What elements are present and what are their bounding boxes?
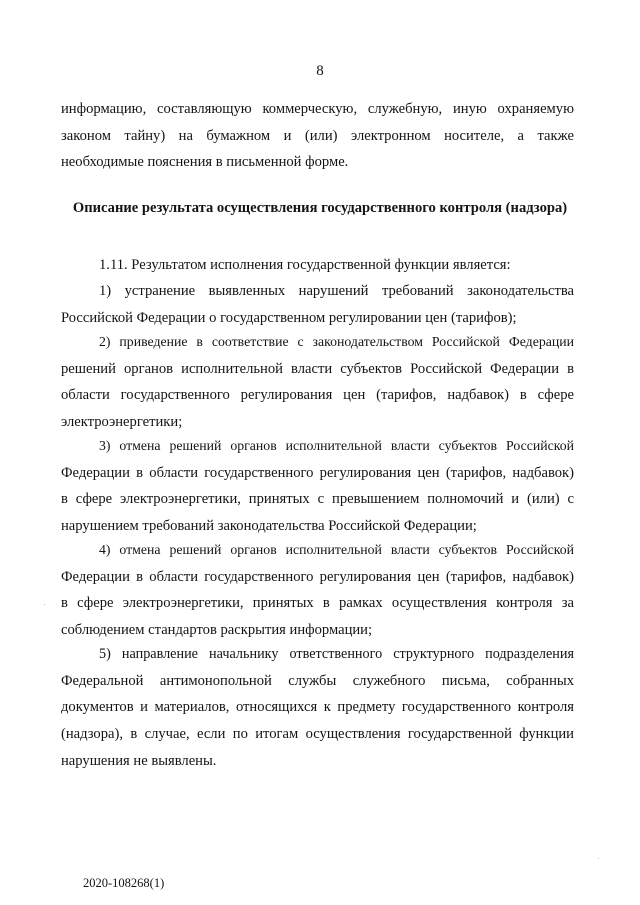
text-line: 1) устранение выявленных нарушений требований законодательства <box>99 283 574 299</box>
text-line: нарушения не выявлены. <box>61 752 217 769</box>
text-line: 3) отмена решений органов исполнительной власти субъектов Российской <box>99 438 574 453</box>
intro-paragraph <box>61 96 574 176</box>
text-line: в сфере электроэнергетики, принятых с превышением полномочий и (или) с <box>61 491 574 508</box>
clause-lead-paragraph <box>61 252 574 279</box>
text-line: 5) направление начальнику ответственного структурного подразделения <box>99 646 574 662</box>
text-line: информацию, составляющую коммерческую, служебную, иную охраняемую <box>61 101 574 117</box>
text-line: Федеральной антимонопольной службы служебного письма, собранных <box>61 672 574 689</box>
text-line: (надзора), в случае, если по итогам осуществления государственной функции <box>61 726 574 743</box>
text-line: документов и материалов, относящихся к предмету государственного контроля <box>61 699 574 716</box>
document-id: 2020-108268(1) <box>83 876 165 890</box>
list-item-5 <box>61 641 574 775</box>
list-item-4 <box>61 537 574 644</box>
section-heading: Описание результата осуществления государственного контроля (надзора) <box>72 200 568 216</box>
text-line: области государственного регулирования цен (тарифов, надбавок) в сфере <box>61 387 574 404</box>
text-line: необходимые пояснения в письменной форме. <box>61 154 349 171</box>
text-line: 4) отмена решений органов исполнительной власти субъектов Российской <box>99 542 574 557</box>
text-line: соблюдением стандартов раскрытия информации; <box>61 622 373 639</box>
text-line: в сфере электроэнергетики, принятых в рамках осуществления контроля за <box>61 595 574 612</box>
text-line: Федерации в области государственного регулирования цен (тарифов, надбавок) <box>61 464 574 481</box>
list-item-2 <box>61 329 574 436</box>
text-line: законом тайну) на бумажном и (или) электронном носителе, а также <box>61 127 574 144</box>
text-line: Федерации в области государственного регулирования цен (тарифов, надбавок) <box>61 568 574 585</box>
list-item-3 <box>61 433 574 540</box>
text-line: электроэнергетики; <box>61 414 183 431</box>
text-line: 2) приведение в соответствие с законодательством Российской Федерации <box>99 334 574 349</box>
clause-lead: 1.11. Результатом исполнения государственной функции является: <box>99 257 511 273</box>
text-line: Российской Федерации о государственном регулировании цен (тарифов); <box>61 309 517 326</box>
scan-speck <box>44 604 45 605</box>
scan-speck <box>598 858 599 859</box>
list-item-1 <box>61 278 574 331</box>
page-number: 8 <box>316 63 324 79</box>
text-line: решений органов исполнительной власти субъектов Российской Федерации в <box>61 360 574 377</box>
text-line: нарушением требований законодательства Российской Федерации; <box>61 518 477 535</box>
